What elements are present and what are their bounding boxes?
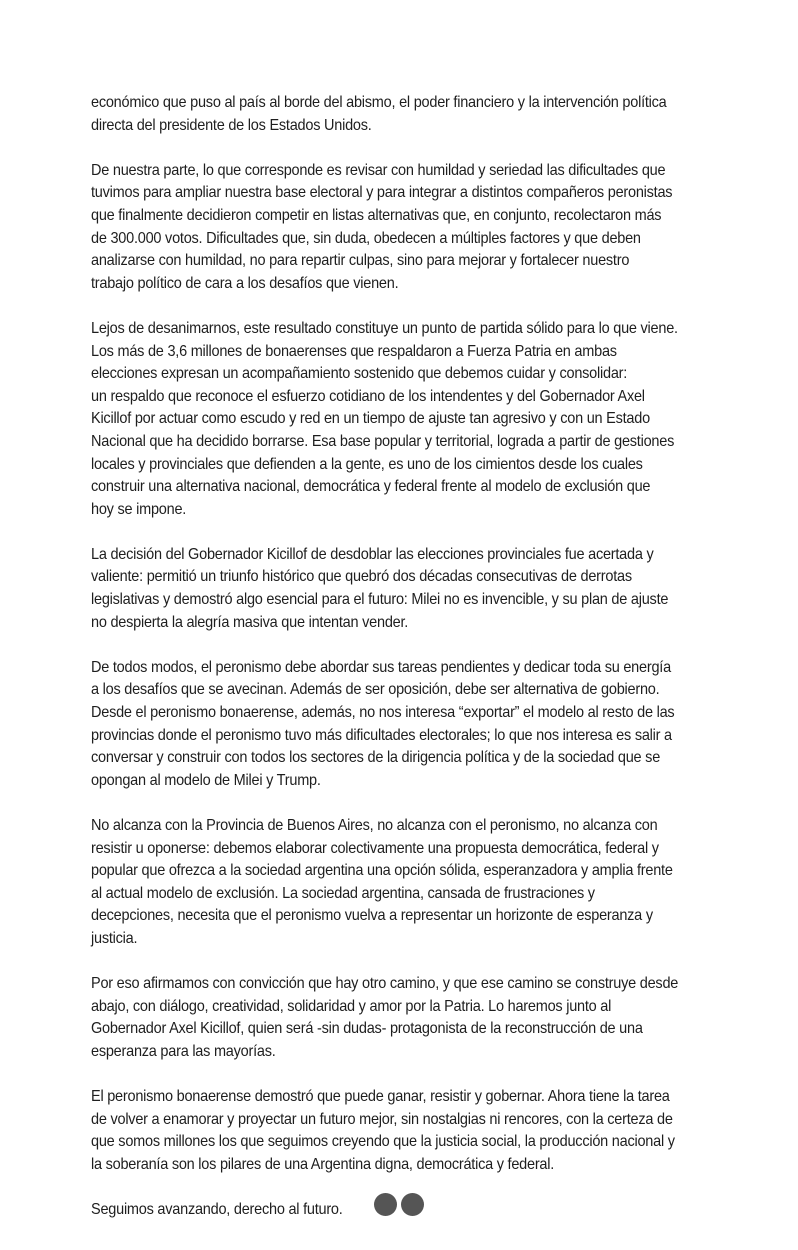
text-line: tuvimos para ampliar nuestra base electoral y para integrar a distintos compañeros peronistas	[91, 184, 673, 202]
text-line: la soberanía son los pilares de una Argentina digna, democrática y federal.	[91, 1155, 555, 1173]
text-line: Lejos de desanimarnos, este resultado constituye un punto de partida sólido para lo que viene.	[91, 319, 678, 337]
text-line: No alcanza con la Provincia de Buenos Aires, no alcanza con el peronismo, no alcanza con	[91, 817, 658, 834]
text-line: al actual modelo de exclusión. La sociedad argentina, cansada de frustraciones y	[91, 884, 595, 902]
text-line: trabajo político de cara a los desafíos que vienen.	[91, 274, 399, 292]
paragraph	[91, 544, 751, 634]
text-line: popular que ofrezca a la sociedad argentina una opción sólida, esperanzadora y amplia frente	[91, 862, 673, 880]
text-line: que finalmente decidieron competir en listas alternativas que, en conjunto, recolectaron más	[91, 206, 662, 224]
paragraph	[91, 815, 751, 951]
text-line: elecciones expresan un acompañamiento sostenido que debemos cuidar y consolidar:	[91, 365, 628, 383]
text-line: que somos millones los que seguimos creyendo que la justicia social, la producción nacional y	[91, 1133, 675, 1151]
text-line: económico que puso al país al borde del abismo, el poder financiero y la intervención política	[91, 94, 667, 111]
text-line: De nuestra parte, lo que corresponde es revisar con humildad y seriedad las dificultades que	[91, 161, 666, 179]
paragraph	[91, 160, 751, 296]
text-line: un respaldo que reconoce el esfuerzo cotidiano de los intendentes y del Gobernador Axel	[91, 387, 645, 405]
text-line: Desde el peronismo bonaerense, además, no nos interesa “exportar” el modelo al resto de las	[91, 704, 675, 722]
text-line: abajo, con diálogo, creatividad, solidaridad y amor por la Patria. Lo haremos junto al	[91, 997, 612, 1015]
text-line: Los más de 3,6 millones de bonaerenses que respaldaron a Fuerza Patria en ambas	[91, 342, 617, 360]
text-line: legislativas y demostró algo esencial para el futuro: Milei no es invencible, y su plan de ajuste	[91, 591, 669, 609]
text-line: decepciones, necesita que el peronismo vuelva a representar un horizonte de esperanza y	[91, 907, 653, 925]
text-line: Seguimos avanzando, derecho al futuro.	[91, 1201, 343, 1219]
text-line: esperanza para las mayorías.	[91, 1042, 276, 1060]
text-line: provincias donde el peronismo tuvo más dificultades electorales; lo que nos interesa es salir a	[91, 726, 672, 744]
paragraph	[91, 318, 751, 521]
text-line: directa del presidente de los Estados Unidos.	[91, 116, 372, 134]
text-line: Gobernador Axel Kicillof, quien será -sin dudas- protagonista de la reconstrucción de una	[91, 1020, 643, 1038]
text-line: a los desafíos que se avecinan. Además de ser oposición, debe ser alternativa de gobierno.	[91, 681, 660, 699]
page-end-ornament	[374, 1193, 424, 1216]
text-line: El peronismo bonaerense demostró que puede ganar, resistir y gobernar. Ahora tiene la tarea	[91, 1088, 670, 1106]
text-line: no despierta la alegría masiva que intentan vender.	[91, 613, 409, 631]
text-line: de volver a enamorar y proyectar un futuro mejor, sin nostalgias ni rencores, con la certeza de	[91, 1110, 673, 1128]
paragraph	[91, 973, 751, 1063]
ornament-dot-right	[401, 1193, 424, 1216]
text-line: Por eso afirmamos con convicción que hay otro camino, y que ese camino se construye desde	[91, 975, 679, 993]
text-line: de 300.000 votos. Dificultades que, sin duda, obedecen a múltiples factores y que deben	[91, 229, 641, 247]
text-line: analizarse con humildad, no para repartir culpas, sino para mejorar y fortalecer nuestro	[91, 252, 630, 270]
paragraph	[91, 92, 751, 137]
text-line: valiente: permitió un triunfo histórico que quebró dos décadas consecutivas de derrotas	[91, 568, 632, 586]
text-line: justicia.	[91, 929, 138, 947]
text-line: hoy se impone.	[91, 500, 187, 518]
text-line: De todos modos, el peronismo debe abordar sus tareas pendientes y dedicar toda su energía	[91, 658, 671, 676]
text-line: Kicillof por actuar como escudo y red en un tiempo de ajuste tan agresivo y con un Estado	[91, 410, 650, 428]
paragraph	[91, 1086, 751, 1176]
text-line: locales y provinciales que defienden a la gente, es uno de los cimientos desde los cuales	[91, 455, 643, 473]
text-line: Nacional que ha decidido borrarse. Esa base popular y territorial, lograda a partir de gestiones	[91, 432, 675, 450]
text-line: construir una alternativa nacional, democrática y federal frente al modelo de exclusión que	[91, 478, 651, 496]
paragraph	[91, 657, 751, 793]
text-line: conversar y construir con todos los sectores de la dirigencia política y de la sociedad que se	[91, 749, 661, 767]
document-body	[91, 92, 751, 1244]
text-line: La decisión del Gobernador Kicillof de desdoblar las elecciones provinciales fue acertada y	[91, 545, 654, 563]
text-line: opongan al modelo de Milei y Trump.	[91, 771, 321, 789]
ornament-dot-left	[374, 1193, 397, 1216]
text-line: resistir u oponerse: debemos elaborar colectivamente una propuesta democrática, federal y	[91, 839, 659, 857]
